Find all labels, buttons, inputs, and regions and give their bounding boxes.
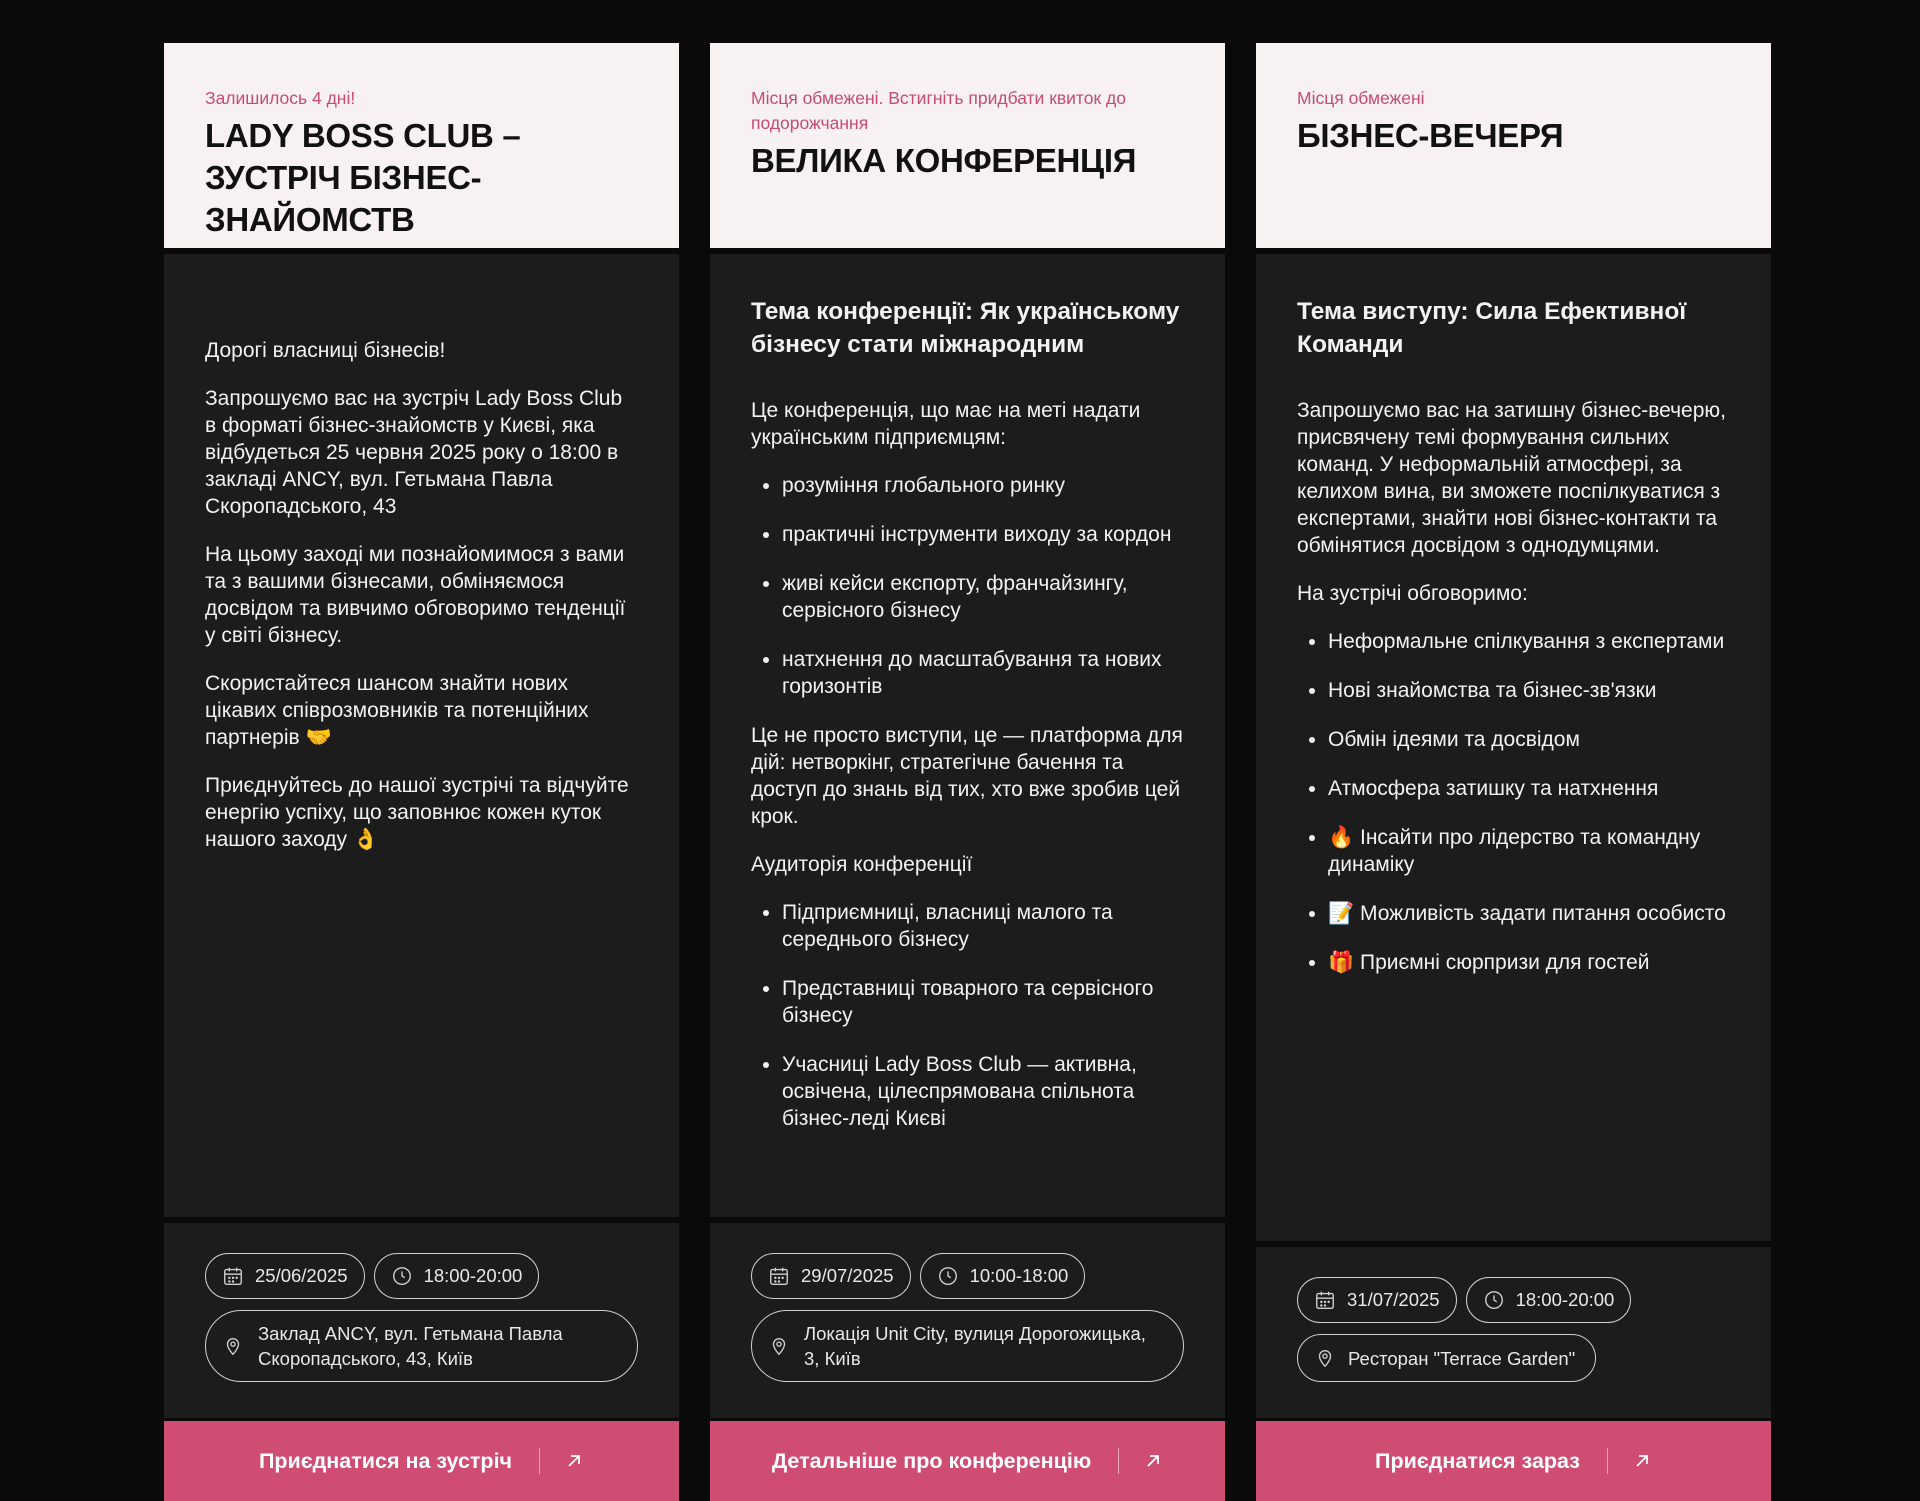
cta-divider [1607,1448,1608,1474]
date-chip [1297,1277,1457,1323]
event-card-lady-boss-club [164,43,679,1501]
join-meeting-button[interactable] [164,1421,679,1501]
date-text: 29/07/2025 [801,1265,894,1286]
time-text: 10:00-18:00 [969,1265,1069,1286]
location-chip [1297,1334,1596,1382]
paragraph: Приєднуйтесь до нашої зустрічі та відчуйте енергію успіху, що заповнює кожен куток нашого заходу 👌 [205,774,629,851]
card-description [1256,254,1771,1241]
paragraph: Запрошуємо вас на зустріч Lady Boss Club в форматі бізнес-знайомств у Києві, яка відбудеться 25 червня 2025 року о 18:00 в закладі ANCY, вул. Гетьмана Павла Скоропадського, 43 [205,387,623,518]
list-item: • натхнення до масштабування та нових горизонтів [782,646,1184,700]
list-item: • живі кейси експорту, франчайзингу, сервісного бізнесу [782,570,1184,624]
clock-icon [391,1265,413,1287]
paragraph: Це не просто виступи, це — платформа для дій: нетворкінг, стратегічне бачення та доступ до знань від тих, хто вже зробив цей крок. [751,724,1183,828]
audience-label: Аудиторія конференції [751,853,973,876]
location-chip [205,1310,638,1382]
event-title: ВЕЛИКА КОНФЕРЕНЦІЯ [751,142,1137,179]
paragraph: На цьому заході ми познайомимося з вами та з вашими бізнесами, обміняємося досвідом та вивчимо обговоримо тенденції у світі бізнесу. [205,543,626,647]
list-item: • 🔥 Інсайти про лідерство та командну динаміку [1328,824,1730,878]
time-text: 18:00-20:00 [1515,1289,1615,1310]
arrow-up-right-icon [564,1451,584,1471]
event-topic: Тема конференції: Як українському бізнесу стати міжнародним [751,298,1180,358]
cta-label: Детальніше про конференцію [771,1448,1092,1473]
time-chip [1466,1277,1632,1323]
list-item: • Представниці товарного та сервісного бізнесу [782,975,1184,1029]
list-label: На зустрічі обговоримо: [1297,582,1528,605]
conference-details-button[interactable] [710,1421,1225,1501]
event-card-conference [710,43,1225,1501]
calendar-icon [1314,1289,1336,1311]
list-item: • Нові знайомства та бізнес-зв'язки [1328,677,1730,704]
arrow-up-right-icon [1143,1451,1163,1471]
date-text: 31/07/2025 [1347,1289,1440,1310]
goals-list [751,472,1184,700]
cta-divider [539,1448,540,1474]
card-header [710,43,1225,248]
availability-badge: Залишилось 4 дні! [205,88,356,108]
clock-icon [937,1265,959,1287]
location-pin-icon [768,1335,790,1357]
event-title: БІЗНЕС-ВЕЧЕРЯ [1297,117,1564,154]
cta-label: Приєднатися на зустріч [258,1448,513,1473]
card-description [710,254,1225,1217]
join-now-button[interactable] [1256,1421,1771,1501]
time-chip [920,1253,1086,1299]
location-text: Заклад ANCY, вул. Гетьмана Павла Скоропадського, 43, Київ [258,1323,563,1369]
list-item: • практичні інструменти виходу за кордон [782,521,1184,548]
date-chip [751,1253,911,1299]
list-item: • Учасниці Lady Boss Club — активна, освічена, цілеспрямована спільнота бізнес-леді Києві [782,1051,1184,1132]
list-item: • розуміння глобального ринку [782,472,1184,499]
calendar-icon [768,1265,790,1287]
card-header [1256,43,1771,248]
cta-label: Приєднатися зараз [1375,1448,1580,1473]
list-item: • Підприємниці, власниці малого та середнього бізнесу [782,899,1184,953]
event-meta [710,1223,1225,1418]
event-card-business-dinner [1256,43,1771,1501]
list-item: • Атмосфера затишку та натхнення [1328,775,1730,802]
audience-list [751,899,1184,1132]
card-header [164,43,679,248]
paragraph: Скористайтеся шансом знайти нових цікавих співрозмовників та потенційних партнерів 🤝 [205,672,589,749]
agenda-list [1297,628,1730,976]
paragraph: Це конференція, що має на меті надати українським підприємцям: [751,399,1141,449]
event-title: LADY BOSS CLUB – ЗУСТРІЧ БІЗНЕС-ЗНАЙОМСТВ [205,117,521,238]
date-chip [205,1253,365,1299]
card-description [164,254,679,1217]
event-meta [164,1223,679,1418]
calendar-icon [222,1265,244,1287]
location-text: Локація Unit City, вулиця Дорогожицька, 3, Київ [804,1323,1146,1369]
availability-badge: Місця обмежені [1297,88,1425,108]
paragraph: Запрошуємо вас на затишну бізнес-вечерю, присвячену темі формування сильних команд. У неформальній атмосфері, за келихом вина, ви зможете поспілкуватися з експертами, знайти нові бізнес-контакти та обмінятися досвідом з однодумцями. [1297,399,1727,557]
paragraph: Дорогі власниці бізнесів! [205,339,446,362]
location-chip [751,1310,1184,1382]
time-text: 18:00-20:00 [423,1265,523,1286]
availability-badge: Місця обмежені. Встигніть придбати квиток до подорожчання [751,88,1126,133]
list-item: • Неформальне спілкування з експертами [1328,628,1730,655]
time-chip [374,1253,540,1299]
date-text: 25/06/2025 [255,1265,348,1286]
location-pin-icon [1314,1347,1336,1369]
arrow-up-right-icon [1632,1451,1652,1471]
location-pin-icon [222,1335,244,1357]
list-item: • 📝 Можливість задати питання особисто [1328,900,1730,927]
event-topic: Тема виступу: Сила Ефективної Команди [1297,298,1687,358]
list-item: • 🎁 Приємні сюрпризи для гостей [1328,949,1730,976]
list-item: • Обмін ідеями та досвідом [1328,726,1730,753]
location-text: Ресторан "Terrace Garden" [1348,1347,1576,1369]
cta-divider [1118,1448,1119,1474]
clock-icon [1483,1289,1505,1311]
event-meta [1256,1247,1771,1418]
